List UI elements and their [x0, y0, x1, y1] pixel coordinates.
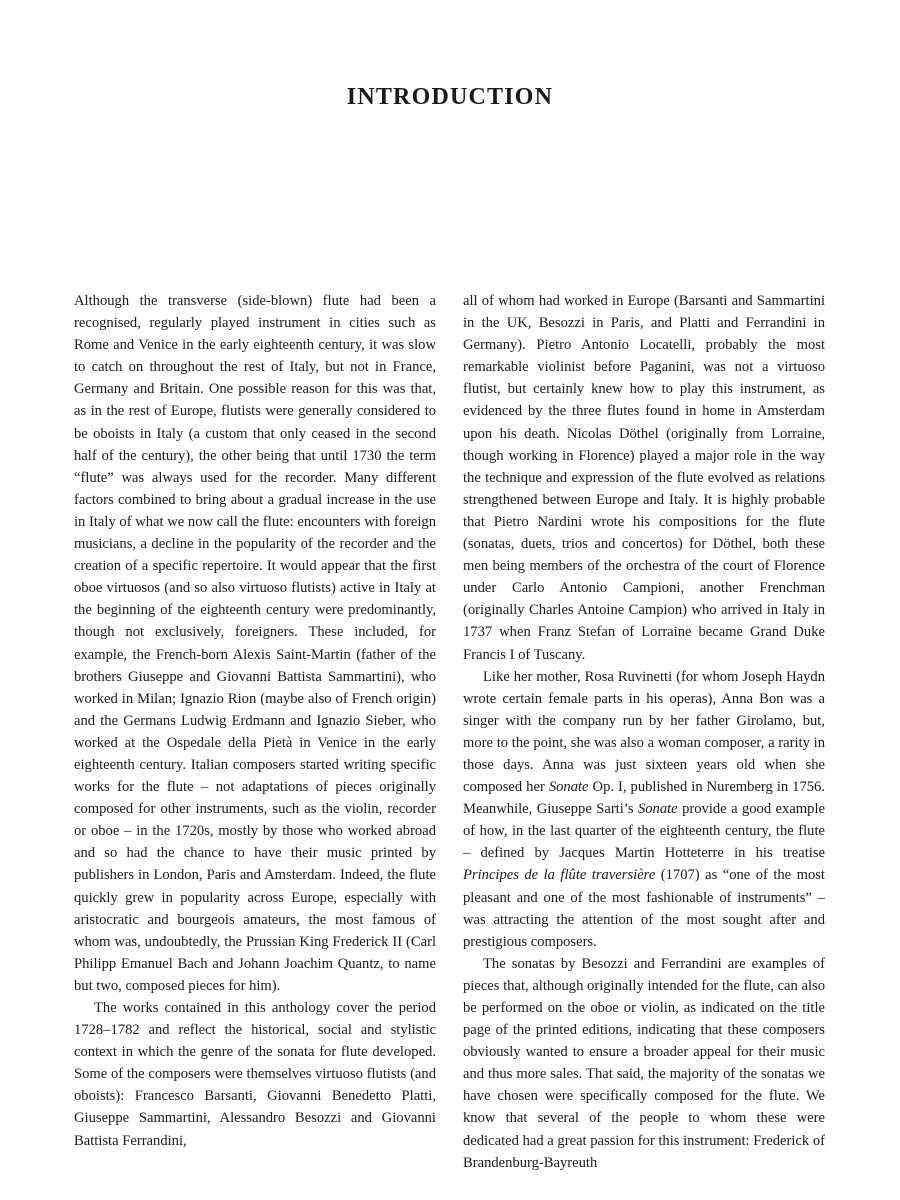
paragraph-5: The sonatas by Besozzi and Ferrandini are examples of pieces that, although originally intended for the flute, can also be performed on the oboe or violin, as indicated on the title page of the printed editions, indicating that these composers obviously wanted to ensure a broader appeal for their music and thus more sales. That said, the majority of the sonatas we have chosen were specifically composed for the flute. We know that several of the people to whom these were dedicated had a great passion for this instrument: Frederick of Brandenburg-Bayreuth — [463, 955, 825, 1171]
right-column — [463, 290, 825, 1174]
page-title: INTRODUCTION — [346, 84, 554, 110]
treatise-title: Principes de la flûte traversière — [463, 867, 656, 884]
paragraph-2: The works contained in this anthology cover the period 1728–1782 and reflect the historical, social and stylistic context in which the genre of the sonata for flute developed. Some of the composers were themselves virtuoso flutists (and oboists): Francesco Barsanti, Giovanni Benedetto Platti, Giuseppe Sammartini, Alessandro Besozzi and Giovanni Battista Ferrandini, — [74, 1000, 436, 1149]
paragraph-4-text-b: Op. I, published in Nuremberg in 1756. Meanwhile, Giuseppe Sarti’s — [463, 779, 826, 818]
paragraph-4-text-c: provide a good example of how, in the last quarter of the eighteenth century, the flute – defined by Jacques Martin Hotteterre in his treatise — [463, 801, 825, 862]
sonate-title-2: Sonate — [637, 801, 678, 818]
left-column — [74, 290, 436, 1152]
paragraph-4 — [463, 666, 825, 953]
paragraph-1: Although the transverse (side-blown) flute had been a recognised, regularly played instrument in cities such as Rome and Venice in the early eighteenth century, it was slow to catch on throughout the rest of Italy, but not in France, Germany and Britain. One possible reason for this was that, as in the rest of Europe, flutists were generally considered to be oboists in Italy (a custom that only ceased in the second half of the century), the other being that until 1730 the term “flute” was always used for the recorder. Many different factors combined to bring about a gradual increase in the use in Italy of what we now call the flute: encounters with foreign musicians, a decline in the popularity of the recorder and the creation of a specific repertoire. It would appear that the first oboe virtuosos (and so also virtuoso flutists) active in Italy at the beginning of the eighteenth century were predominantly, though not exclusively, foreigners. These included, for example, the French-born Alexis Saint-Martin (father of the brothers Giuseppe and Giovanni Battista Sammartini), who worked in Milan; Ignazio Rion (maybe also of French origin) and the Germans Ludwig Erdmann and Ignazio Sieber, who worked at the Ospedale della Pietà in Venice in the early eighteenth century. Italian composers started writing specific works for the flute – not adaptations of pieces originally composed for other instruments, such as the violin, recorder or oboe – in the 1720s, mostly by those who worked abroad and so had the chance to have their music printed by publishers in London, Paris and Amsterdam. Indeed, the flute quickly grew in popularity across Europe, especially with aristocratic and bourgeois amateurs, the most famous of whom was, undoubtedly, the Prussian King Frederick II (Carl Philipp Emanuel Bach and Johann Joachim Quantz, to name but two, composed pieces for him). — [74, 293, 436, 994]
paragraph-4-text-a: Like her mother, Rosa Ruvinetti (for whom Joseph Haydn wrote certain female parts in his operas), Anna Bon was a singer with the company run by her father Girolamo, but, more to the point, she was also a woman composer, a rarity in those days. Anna was just sixteen years old when she composed her — [463, 668, 825, 796]
sonate-title-1: Sonate — [548, 779, 589, 796]
paragraph-4-text-d: (1707) as “one of the most pleasant and one of the most fashionable of instruments” – was attracting the attention of the most sought after and prestigious composers. — [463, 867, 825, 950]
paragraph-3: all of whom had worked in Europe (Barsanti and Sammartini in the UK, Besozzi in Paris, and Platti and Ferrandini in Germany). Pietro Antonio Locatelli, probably the most remarkable violinist before Paganini, was not a virtuoso flutist, but certainly knew how to play this instrument, as evidenced by the three flutes found in home in Amsterdam upon his death. Nicolas Döthel (originally from Lorraine, though working in Florence) played a major role in the way the technique and expression of the flute evolved as relations strengthened between Europe and Italy. It is highly probable that Pietro Nardini wrote his compositions for the flute (sonatas, duets, trios and concertos) for Döthel, both these men being members of the orchestra of the court of Florence under Carlo Antonio Campioni, another Frenchman (originally Charles Antoine Campion) who arrived in Italy in 1737 when Franz Stefan of Lorraine became Grand Duke Francis I of Tuscany. — [463, 293, 825, 663]
